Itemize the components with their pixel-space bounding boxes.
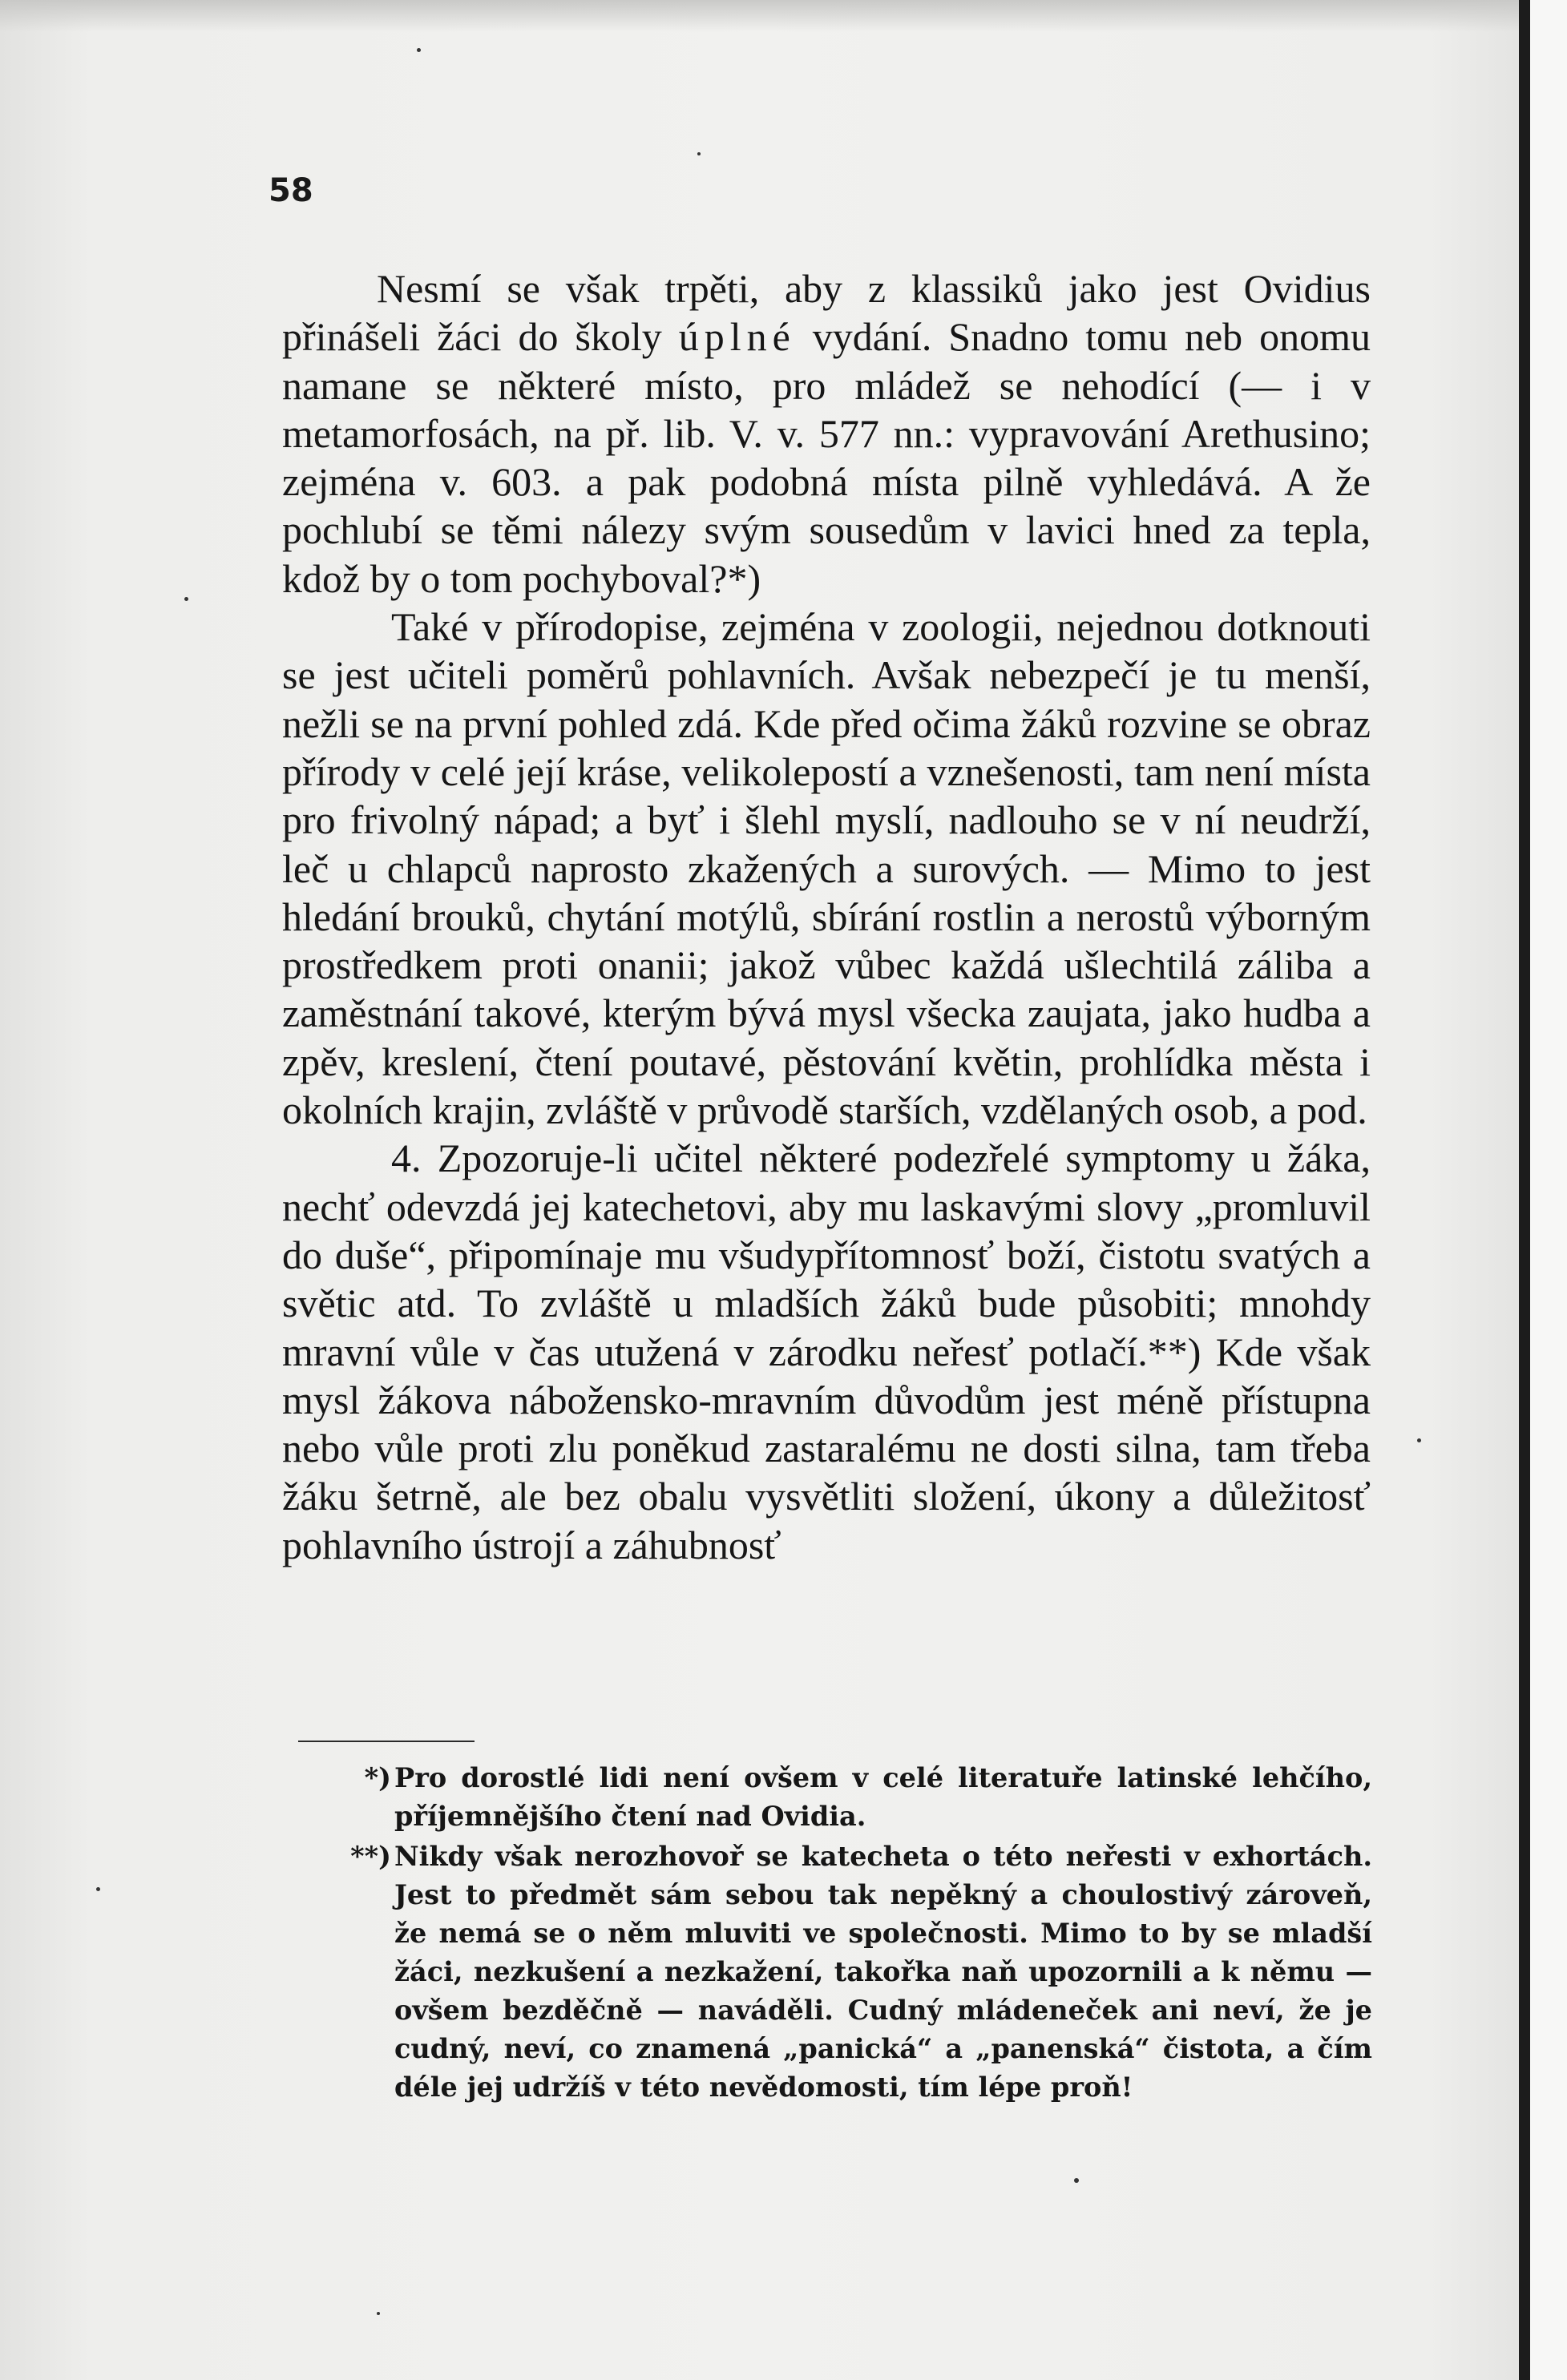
- emphasized-word: úplné: [678, 314, 796, 360]
- footnote-separator: [298, 1741, 475, 1742]
- footnote-1-mark: *): [364, 1762, 391, 1793]
- scan-speck: [1417, 1438, 1421, 1442]
- footnote-1: [337, 1759, 1372, 1836]
- paragraph-point-4: 4. Zpozoruje-li učitel některé podezřelé symptomy u žáka, nechť odevzdá jej katechetovi, aby mu laskavými slovy „promluvil do duše“, připomínaje mu všudypřítomnosť boží, čistotu svatých a světic atd. To zvláště u mladších žáků bude působiti; mnohdy mravní vůle v čas utužená v zárodku neřesť potlačí.**) Kde však mysl žákova nábožensko-mravním důvodům jest méně přístupna nebo vůle proti zlu poněkud zastaralému ne dosti silna, tam třeba žáku šetrně, ale bez obalu vysvětliti složení, úkony a důležitosť pohlavního ústrojí a záhubnosť: [282, 1136, 1371, 1567]
- footnote-1-text: Pro dorostlé lidi není ovšem v celé literatuře latinské lehčího, příjemnějšího čtení nad Ovidia.: [394, 1762, 1372, 1832]
- footnotes: [337, 1759, 1372, 2107]
- scan-speck: [96, 1887, 100, 1891]
- scan-speck: [184, 597, 188, 601]
- top-edge-shadow: [0, 0, 1519, 32]
- page-binding-edge: [1519, 0, 1530, 2380]
- paragraph-ovidius-start: Nesmí se však trpěti, aby z klassiků jako jest Ovidius přinášeli žáci do školy: [282, 266, 1371, 360]
- paragraph-natural-history: Také v přírodopise, zejména v zoologii, nejednou dotknouti se jest učiteli poměrů pohlavních. Avšak nebezpečí je tu menší, nežli se na první pohled zdá. Kde před očima žáků rozvine se obraz přírody v celé její kráse, velikolepostí a vznešenosti, tam není místa pro frivolný nápad; a byť i šlehl myslí, nadlouho se v ní neudrží, leč u chlapců naprosto zkažených a surových. — Mimo to jest hledání brouků, chytání motýlů, sbírání rostlin a nerostů výborným prostředkem proti onanii; jakož vůbec každá ušlechtilá záliba a zaměstnání takové, kterým bývá mysl všecka zaujata, jako hudba a zpěv, kreslení, čtení poutavé, pěstování květin, prohlídka města i okolních krajin, zvláště v průvodě starších, vzdělaných osob, a pod.: [282, 604, 1371, 1133]
- right-margin: [1530, 0, 1567, 2380]
- scan-speck: [377, 2312, 380, 2315]
- footnote-2-text: Nikdy však nerozhovoř se katecheta o této neřesti v exhortách. Jest to předmět sám sebou tak nepěkný a choulostivý zároveň, že nemá se o něm mluviti ve společnosti. Mimo to by se mladší žáci, nezkušení a nezkažení, takořka naň upozornili a k němu — ovšem bezděčně — naváděli. Cudný mládeneček ani neví, že je cudný, neví, co znamená „panická“ a „panenská“ čistota, a čím déle jej udržíš v této nevědomosti, tím lépe proň!: [394, 1841, 1372, 2103]
- footnote-2-mark: **): [350, 1841, 391, 1872]
- footnote-2: [337, 1837, 1372, 2107]
- scan-speck: [417, 48, 421, 52]
- scan-speck: [1074, 2178, 1079, 2183]
- scan-speck: [697, 152, 701, 155]
- body-text: [282, 264, 1371, 1569]
- paragraph-ovidius: [282, 264, 1371, 603]
- page-number: 58: [269, 172, 313, 209]
- paragraph-ovidius-end: vydání. Snadno tomu neb onomu namane se některé místo, pro mládež se nehodící (— i v metamorfosách, na př. lib. V. v. 577 nn.: vypravování Arethusino; zejména v. 603. a pak podobná místa pilně vyhledává. A že pochlubí se těmi nálezy svým sousedům v lavici hned za tepla, kdož by o tom pochyboval?*): [282, 314, 1371, 601]
